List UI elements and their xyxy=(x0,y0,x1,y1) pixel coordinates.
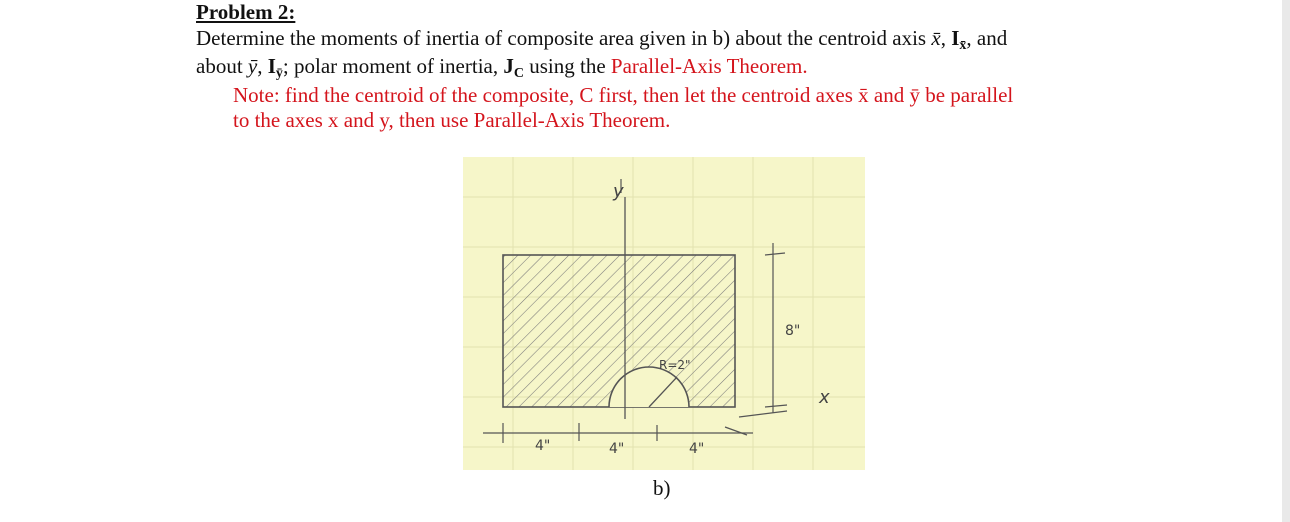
problem-text: , and xyxy=(966,26,1008,50)
inertia-subscript-y: ȳ xyxy=(275,66,283,81)
dim-tick-4 xyxy=(725,427,747,435)
dim-label-mid: 4" xyxy=(609,441,625,457)
x-axis-label: x xyxy=(819,387,830,408)
ybar-symbol: ȳ xyxy=(247,54,258,78)
polar-subscript: C xyxy=(513,66,524,81)
dim-tick-bottom xyxy=(765,405,787,407)
problem-text: , xyxy=(940,26,952,50)
radius-label: R=2" xyxy=(659,358,691,372)
height-label: 8" xyxy=(785,323,801,339)
composite-area-figure xyxy=(463,157,865,470)
problem-text: Determine the moments of inertia of composite area given in b) about the centroid axis xyxy=(196,26,932,50)
problem-line-1 xyxy=(196,26,1256,54)
polar-symbol: J xyxy=(503,54,514,78)
window-edge xyxy=(1282,0,1290,522)
dim-tick-top xyxy=(765,253,785,255)
problem-line-2 xyxy=(196,54,1256,82)
xbar-symbol: x̄ xyxy=(931,26,941,50)
x-axis-line xyxy=(739,411,787,417)
problem-text: , xyxy=(257,54,268,78)
dim-label-right: 4" xyxy=(689,441,705,457)
note-line-1: Note: find the centroid of the composite, C first, then let the centroid axes x̄ and ȳ be parallel xyxy=(233,83,1014,107)
figure-drawing xyxy=(463,157,865,470)
theorem-name: Parallel-Axis Theorem. xyxy=(610,54,808,78)
note-block xyxy=(233,83,1263,133)
inertia-symbol: I xyxy=(267,54,276,78)
problem-text: ; polar moment of inertia, xyxy=(282,54,504,78)
problem-heading: Problem 2: xyxy=(196,0,296,24)
note-line-2: to the axes x and y, then use Parallel-Axis Theorem. xyxy=(233,108,671,132)
dim-label-left: 4" xyxy=(535,438,551,454)
inertia-symbol: I xyxy=(951,26,960,50)
figure-caption: b) xyxy=(653,476,671,500)
problem-text: using the xyxy=(524,54,611,78)
problem-text: about xyxy=(196,54,248,78)
y-axis-label: y xyxy=(613,181,624,202)
problem-statement xyxy=(196,26,1256,82)
inertia-subscript-x: x̄ xyxy=(959,38,967,53)
